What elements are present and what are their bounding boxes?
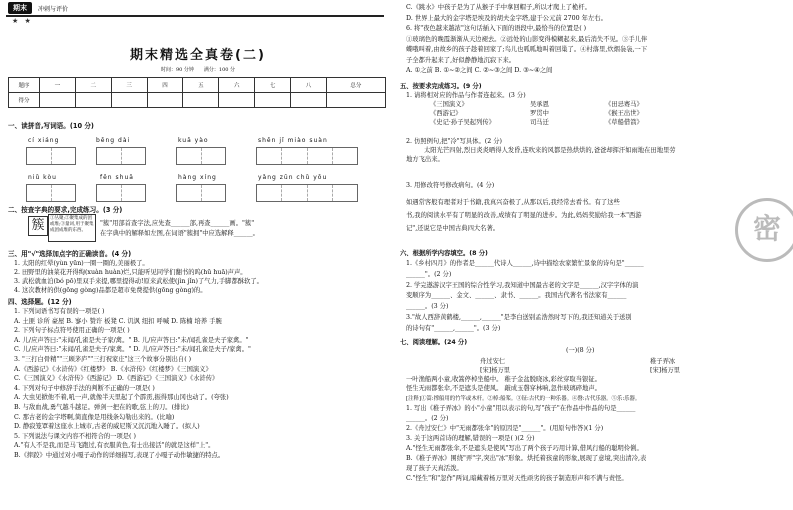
pinyin-5: niǔ kòu xyxy=(28,174,57,181)
watermark-stamp: 密 xyxy=(735,198,793,262)
s4-item: A. 土匪 诊所 豪屋 B. 寥小 赞许 板凳 C. 讥讽 纽扣 呼喊 D. 陈楠 培养 手腕 xyxy=(14,317,222,325)
top-item: 6. 将"夜色越来越浓"这句话插入下面的语段中,最恰当的位置是( ) xyxy=(406,25,587,32)
top-item: 蝶哦叫着,由故乡的孩子趁着回家了;鸟儿也呱呱地叫着回巢了。④村落里,炊烟袅袅,一下 xyxy=(406,46,648,53)
poem-2-title: 稚子弄冰 xyxy=(650,358,676,365)
s3-item: 2. 田野里的油菜花开得绚(xuàn huàn)烂,只能听见同学们翻书的呜(hū huā)声声。 xyxy=(14,269,247,276)
score-cell[interactable] xyxy=(111,93,147,108)
score-cell[interactable]: 得分 xyxy=(9,93,40,108)
top-item: ①玻璃色的晚霞渐渐从天边褪去。②远处的山影变得模糊起来,最后消失不见。③手儿伴 xyxy=(406,35,648,43)
header xyxy=(8,2,68,14)
s4-item: 4. 下列对句子中修辞手法的判断不正确的一项是( ) xyxy=(14,384,155,392)
page-title: 期末精选全真卷(二) xyxy=(130,48,266,63)
poem-1-title: 舟过安仁 xyxy=(480,358,506,365)
s4-item: 3. "三打白骨精""三顾茅庐""三打祝家庄"这三个故事分别出自( ) xyxy=(14,356,192,363)
score-cell[interactable] xyxy=(291,93,327,108)
poem-line-1: 一叶渔船两小童,收篙停棹坐船中。 稚子金盆脱晓冰,彩丝穿取当银钲。 xyxy=(406,376,601,383)
s4-item: 2. 下列句子标点符号使用正确的一项是( ) xyxy=(14,327,130,335)
score-cell[interactable] xyxy=(147,93,183,108)
s4-item: C.《三国演义》《水浒传》《西游记》 D.《西游记》《三国演义》《水浒传》 xyxy=(14,375,219,383)
score-cell[interactable] xyxy=(255,93,291,108)
s3-item: 3. 武松就血泊(bó pō)里双手来提,哪里提得动!原来武松使(jìn jǐn)了气力,手脚都酥软了。 xyxy=(14,278,263,285)
answer-grid[interactable] xyxy=(256,147,358,165)
s4-item: A. 儿/应声答曰:"未闻/孔雀是夫子家/禽。" B. 儿/应声答曰:"未/闻孔雀是夫子家禽。" xyxy=(14,336,249,344)
pinyin-6: fēn shuā xyxy=(100,174,134,181)
section-1-heading: 一、读拼音,写词语。(10 分) xyxy=(8,122,94,130)
s4-item: D. 静寂笼罩着这座水上城市,古老的威尼斯又沉沉地入睡了。(拟人) xyxy=(14,423,200,431)
s7-question: B.《稚子弄冰》围绕"弄"字,突出"冰"形象。烘托着孩童的形象,展现了意境,突出清冷,表 xyxy=(406,455,647,462)
s5-example-2: 地方飞出来。 xyxy=(406,156,444,163)
top-item: 子全都升起来了,好似静静地沉寂下来。 xyxy=(406,56,516,64)
author-name: 司马迁 xyxy=(530,119,549,126)
score-header-cell: 三 xyxy=(111,78,147,93)
header-badge: 期末 xyxy=(8,2,32,14)
s7-part-1: (一)(8 分) xyxy=(566,347,595,354)
section-4-heading: 四、选择题。(12 分) xyxy=(8,298,72,306)
work-title: 《三国演义》 xyxy=(430,101,468,108)
answer-grid[interactable] xyxy=(96,184,146,202)
answer-grid[interactable] xyxy=(176,147,226,165)
score-table xyxy=(8,77,386,108)
s7-question: 现了孩子天真活泼。 xyxy=(406,465,463,472)
score-header-cell: 四 xyxy=(147,78,183,93)
s5-q3: 3. 用修改符号修改病句。(4 分) xyxy=(406,182,495,189)
pinyin-2: bēng dài xyxy=(96,137,131,144)
section-6-heading: 六、根据所学内容填空。(8 分) xyxy=(400,250,488,257)
work-title: 《西游记》 xyxy=(430,110,462,117)
s7-question: C."怪生"和"忽作"两词,暗藏着杨万里对天性顽劣的孩子制造形声和不满与责怪。 xyxy=(406,475,628,482)
pinyin-4: shēn jǐ miào suàn xyxy=(258,137,328,144)
exam-meta: 时间：90 分钟 满分：100 分 xyxy=(160,67,236,73)
s6-item: 1.《乡村四月》的作者是______代诗人______,诗中描绘农家繁忙景象的诗句是"______ xyxy=(406,260,644,267)
section-3-heading: 三、用"√"选择加点字的正确读音。(4 分) xyxy=(8,250,132,258)
s7-question: A."怪生无雨都张伞,不是遮头是使风"写出了两个孩子巧用计算,借风行船的聪明伶俐。 xyxy=(406,445,643,452)
s6-item: 3."故人西辞黄鹤楼,______,______"是李白送别孟浩然时写下的,我还知道关于送别 xyxy=(406,314,632,321)
poem-line-2: 怪生无雨都张伞,不是遮头是使风。 敲成玉磬穿林响,忽作玻璃碎地声。 xyxy=(406,385,601,392)
s3-item: 4. 这次教材的供(gōng gòng)品都是超市免费提供(gōng gòng)的。 xyxy=(14,287,207,294)
s4-item: A."有人不是我,而是马飞跑过,有衣服黄色,有士出接活"的就是这样"上"。 xyxy=(14,442,215,450)
answer-grid[interactable] xyxy=(26,184,76,202)
score-cell[interactable] xyxy=(183,93,219,108)
s4-item: A.《西游记》《水浒传》《红楼梦》 B.《水浒传》《红楼梦》《三国演义》 xyxy=(14,365,212,373)
score-cell[interactable] xyxy=(75,93,111,108)
score-cell[interactable] xyxy=(219,93,255,108)
score-header-cell: 六 xyxy=(219,78,255,93)
s7-question: ______。(2 分) xyxy=(406,415,449,422)
s7-question: 2.《舟过安仁》中"无雨都张伞"的原因是"______"。(用原句作答)(1 分) xyxy=(406,425,604,432)
answer-grid[interactable] xyxy=(96,147,146,165)
header-subtitle: 冲刺与评价 xyxy=(38,5,69,13)
work-title: 《史记·孙子吴起列传》 xyxy=(430,119,495,126)
dictionary-char: 簇 xyxy=(28,216,48,236)
answer-grid[interactable] xyxy=(176,184,226,202)
work-title: 《田忌赛马》 xyxy=(605,101,643,108)
s6-item: 变顺序为______、金文、______、隶书、______。我国古代著名书法家有______ xyxy=(406,292,627,300)
section-2-heading: 二、按查字典的要求,完成练习。(3 分) xyxy=(8,206,123,214)
s2-line-a: "簇"用部首查字法,应先查______部,再查______画。"簇" xyxy=(100,220,255,227)
s4-item: B.《摔跤》中通过对小嘎子动作的详细描写,表现了小嘎子动作敏捷的特点。 xyxy=(14,452,225,459)
s7-question: 1. 写出《稚子弄冰》的小"小童"用以表示的句,写"孩子"在作品中作品的句是______ xyxy=(406,405,636,412)
s5c-text: 记",还说它是中国古典四大名著。 xyxy=(406,225,500,232)
score-header-cell: 总分 xyxy=(326,78,385,93)
s6-item: 2. 学完遨游汉字王国的综合性学习,我知道中国最古老的文字是______,汉字字体的演 xyxy=(406,281,639,289)
s2-line-b: 在字典中的解释如左图,在词语"簇拥"中应选解释______。 xyxy=(100,230,259,237)
work-title: 《草船借箭》 xyxy=(605,119,643,126)
s6-item: ______"。(2 分) xyxy=(406,270,452,278)
top-item: D. 世界上最大的金字塔是埃及的胡夫金字塔,建于公元前 2700 年左右。 xyxy=(406,14,607,22)
score-header-cell: 五 xyxy=(183,78,219,93)
pinyin-7: hàng xíng xyxy=(178,174,217,181)
s4-item: B. 与敌血战,勇气越斗越足。弹剑一把在的歌,弦上的刀。(排比) xyxy=(14,404,189,411)
score-header-cell: 七 xyxy=(255,78,291,93)
s6-item: 的诗句有"______,______"。(3 分) xyxy=(406,324,501,332)
top-item: C.《跳水》中孩子是为了从猴子手中拿回帽子,所以才爬上了桅杆。 xyxy=(406,4,591,11)
section-7-heading: 七、阅读理解。(24 分) xyxy=(400,339,468,346)
top-item: A. ①之前 B. ①~②之间 C. ②~③之间 D. ③~④之间 xyxy=(406,67,553,74)
poem-1-author: [宋]杨万里 xyxy=(480,367,511,374)
s3-item: 1. 太阳的红晕(yùn yūn)一圈一圈的,美丽极了。 xyxy=(14,260,149,267)
s5-q2: 2. 仿照例句,把"冷"写具体。(2 分) xyxy=(406,138,502,145)
s4-item: A. 大虫见掀他不着,吼一声,就像半天里起了个霹雳,振得那山冈也动了。(夸张) xyxy=(14,394,229,402)
s4-item: C. 儿/应声答曰:"未闻/孔雀是夫子/家禽。" D. 儿/应声答曰:"未/闻孔雀是夫子/家禽。" xyxy=(14,346,251,354)
star-icon: ★ ★ xyxy=(12,17,33,25)
definition-box: ①丛聚;②聚集成的团或堆;③量词,用于聚集成团成堆的东西。 xyxy=(48,214,96,242)
score-header-cell: 题序 xyxy=(9,78,40,93)
s5c-text: 如遇常客般有理者对于书籍,我真兴奋极了,从那以后,我经常去看书。有了这些 xyxy=(406,199,620,206)
s4-item: C. 那古老的金字塔啊,简直像是用线条勾勒出来的。(比喻) xyxy=(14,413,175,421)
header-rule xyxy=(6,15,384,17)
s4-item: 1. 下列词语书写有误的一项是( ) xyxy=(14,308,105,315)
s5c-text: 书,我的阅读水平有了明显的改善,成绩有了明显的进步。为此,妈妈奖励给我一本"西游 xyxy=(406,212,642,219)
answer-grid[interactable] xyxy=(256,184,358,202)
score-header-cell: 八 xyxy=(291,78,327,93)
s5-q1: 1. 请将相对应的作品与作者连起来。(3 分) xyxy=(406,92,526,99)
score-cell[interactable] xyxy=(326,93,385,108)
s6-item: ______。(3 分) xyxy=(406,303,449,311)
author-name: 罗贯中 xyxy=(530,110,549,117)
work-title: 《猴王出世》 xyxy=(605,110,643,117)
section-5-heading: 五、按要求完成练习。(9 分) xyxy=(400,83,482,90)
author-name: 吴承恩 xyxy=(530,101,549,108)
poem-2-author: [宋]杨万里 xyxy=(650,367,681,374)
pinyin-1: cí xiáng xyxy=(28,137,60,144)
s4-item: 5. 下列说法与课文内容不相符合的一项是( ) xyxy=(14,432,136,440)
score-cell[interactable] xyxy=(40,93,76,108)
pinyin-8: yǎng zūn chǔ yōu xyxy=(258,174,328,181)
score-header-cell: 一 xyxy=(40,78,76,93)
s7-question: 3. 关于这两首诗的理解,错误的一项是( )(2 分) xyxy=(406,435,535,442)
answer-grid[interactable] xyxy=(26,147,76,165)
s5-example-1: 太阳光芒四射,烈日炎炎晒得人发昏,连吹来的风都是热烘烘的,爸爸却挥汗如雨地在田地里劳 xyxy=(424,147,676,154)
poem-notes: [注释]①篙:撑船用的竹竿或木杆。②棹:船桨。③钲:古代的一种乐器。④磬:古代乐器。⑤乐:乐器。 xyxy=(406,396,641,402)
score-header-cell: 二 xyxy=(75,78,111,93)
pinyin-3: kuā yào xyxy=(178,137,209,144)
